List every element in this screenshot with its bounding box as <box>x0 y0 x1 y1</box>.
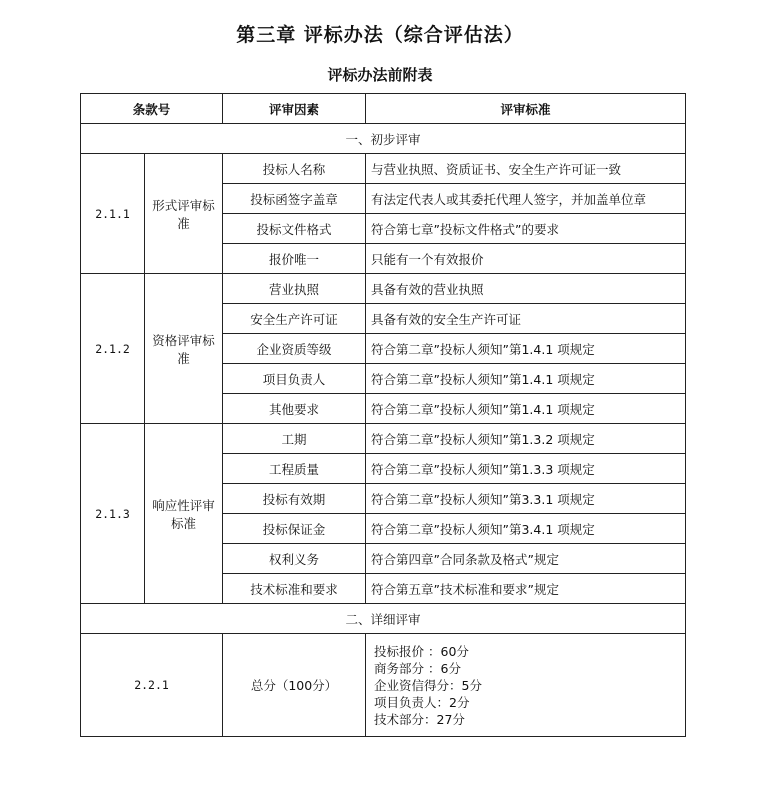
standard-cell: 与营业执照、资质证书、安全生产许可证一致 <box>366 154 686 184</box>
standard-cell: 符合第二章”投标人须知”第1.4.1 项规定 <box>366 394 686 424</box>
section-row-detailed <box>81 604 686 634</box>
standard-cell: 符合第七章”投标文件格式”的要求 <box>366 214 686 244</box>
score-breakdown <box>366 634 686 737</box>
factor-cell: 营业执照 <box>223 274 366 304</box>
factor-cell: 企业资质等级 <box>223 334 366 364</box>
table-row <box>81 274 686 304</box>
section-detailed: 二、详细评审 <box>81 604 686 634</box>
factor-cell: 投标文件格式 <box>223 214 366 244</box>
factor-cell: 投标保证金 <box>223 514 366 544</box>
factor-cell: 技术标准和要求 <box>223 574 366 604</box>
score-line-credit: 企业资信得分：5分 <box>374 677 482 693</box>
header-standard: 评审标准 <box>366 94 686 124</box>
detailed-clause-number: 2.2.1 <box>81 634 223 737</box>
section-row-preliminary <box>81 124 686 154</box>
score-line-bid-price: 投标报价 ：60分 <box>374 643 469 659</box>
standard-cell: 有法定代表人或其委托代理人签字，并加盖单位章 <box>366 184 686 214</box>
table-row <box>81 424 686 454</box>
score-row <box>81 634 686 737</box>
factor-cell: 安全生产许可证 <box>223 304 366 334</box>
clause-number: 2.1.2 <box>81 274 145 424</box>
standard-cell: 符合第五章”技术标准和要求”规定 <box>366 574 686 604</box>
category-label: 响应性评审标准 <box>145 424 223 604</box>
header-row <box>81 94 686 124</box>
standard-cell: 符合第二章”投标人须知”第1.3.3 项规定 <box>366 454 686 484</box>
total-score-label: 总分（100分） <box>223 634 366 737</box>
clause-number: 2.1.1 <box>81 154 145 274</box>
evaluation-table <box>80 93 686 737</box>
category-label: 形式评审标准 <box>145 154 223 274</box>
factor-cell: 报价唯一 <box>223 244 366 274</box>
table-row <box>81 154 686 184</box>
standard-cell: 只能有一个有效报价 <box>366 244 686 274</box>
chapter-title: 第三章 评标办法（综合评估法） <box>236 24 524 46</box>
factor-cell: 投标函签字盖章 <box>223 184 366 214</box>
standard-cell: 具备有效的营业执照 <box>366 274 686 304</box>
standard-cell: 符合第二章”投标人须知”第1.4.1 项规定 <box>366 334 686 364</box>
score-line-technical: 技术部分：27分 <box>374 711 465 727</box>
factor-cell: 其他要求 <box>223 394 366 424</box>
section-preliminary: 一、初步评审 <box>81 124 686 154</box>
factor-cell: 工期 <box>223 424 366 454</box>
header-clause: 条款号 <box>81 94 223 124</box>
score-line-project-manager: 项目负责人：2分 <box>374 694 470 710</box>
table-title: 评标办法前附表 <box>327 66 433 84</box>
standard-cell: 符合第二章”投标人须知”第1.3.2 项规定 <box>366 424 686 454</box>
standard-cell: 符合第二章”投标人须知”第3.3.1 项规定 <box>366 484 686 514</box>
standard-cell: 符合第四章”合同条款及格式”规定 <box>366 544 686 574</box>
standard-cell: 符合第二章”投标人须知”第1.4.1 项规定 <box>366 364 686 394</box>
score-line-business: 商务部分 ：6分 <box>374 660 461 676</box>
factor-cell: 工程质量 <box>223 454 366 484</box>
factor-cell: 投标有效期 <box>223 484 366 514</box>
factor-cell: 项目负责人 <box>223 364 366 394</box>
factor-cell: 投标人名称 <box>223 154 366 184</box>
category-label: 资格评审标准 <box>145 274 223 424</box>
factor-cell: 权利义务 <box>223 544 366 574</box>
standard-cell: 具备有效的安全生产许可证 <box>366 304 686 334</box>
clause-number: 2.1.3 <box>81 424 145 604</box>
standard-cell: 符合第二章”投标人须知”第3.4.1 项规定 <box>366 514 686 544</box>
header-factor: 评审因素 <box>223 94 366 124</box>
